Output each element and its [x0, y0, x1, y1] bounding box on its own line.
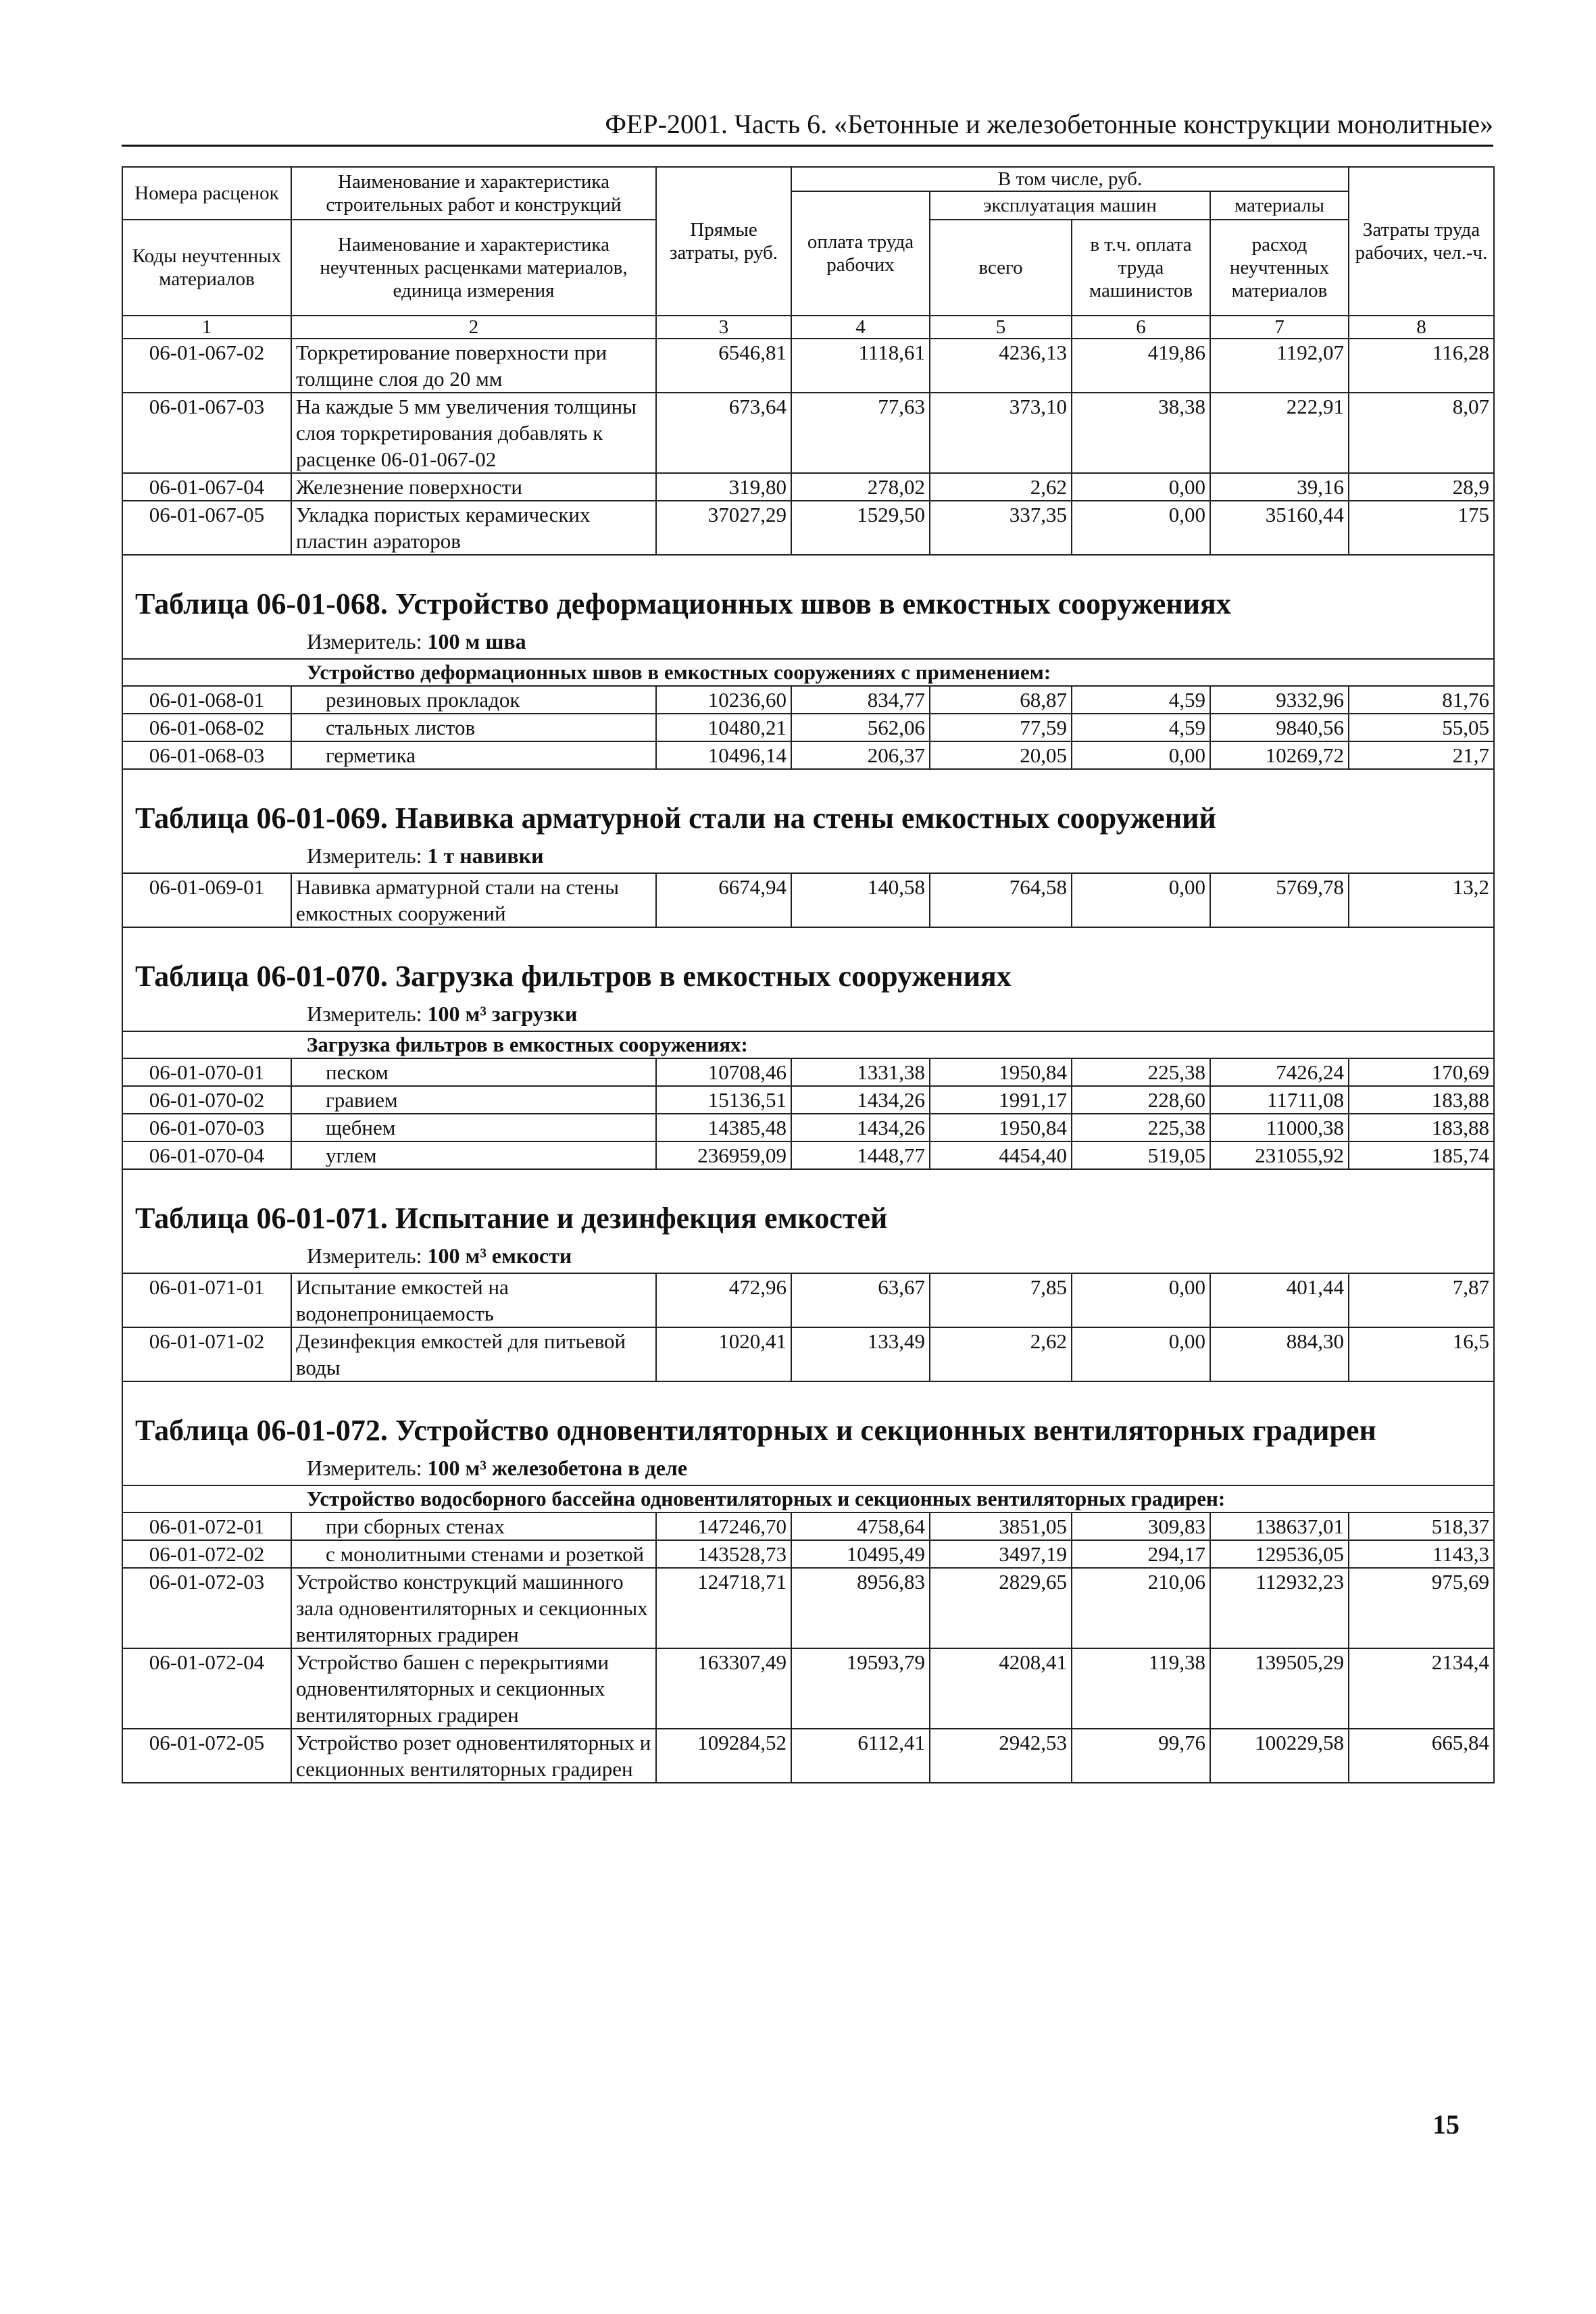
rate-code: 06-01-067-03	[122, 393, 291, 473]
rate-name: щебнем	[291, 1114, 656, 1141]
rates-table	[122, 166, 1495, 1783]
section-spacer	[122, 769, 1494, 790]
wages-value: 77,63	[791, 393, 930, 473]
table-row	[122, 1086, 1494, 1114]
table-row	[122, 1568, 1494, 1648]
header-in-total: В том числе, руб.	[791, 167, 1349, 191]
wages-value: 562,06	[791, 714, 930, 741]
rate-name: Укладка пористых керамических пластин аэраторов	[291, 501, 656, 555]
section-title-row	[122, 1402, 1494, 1454]
machine-operators-wages-value: 225,38	[1072, 1058, 1210, 1086]
page-number: 15	[1432, 2109, 1460, 2140]
column-number: 4	[791, 316, 930, 339]
materials-value: 138637,01	[1210, 1512, 1349, 1540]
direct-costs-value: 143528,73	[656, 1540, 791, 1568]
labor-costs-value: 16,5	[1349, 1327, 1494, 1381]
materials-value: 884,30	[1210, 1327, 1349, 1381]
rate-name: Дезинфекция емкостей для питьевой воды	[291, 1327, 656, 1381]
wages-value: 278,02	[791, 473, 930, 501]
machines-total-value: 20,05	[930, 741, 1072, 769]
direct-costs-value: 236959,09	[656, 1141, 791, 1169]
machine-operators-wages-value: 228,60	[1072, 1086, 1210, 1114]
group-heading: Загрузка фильтров в емкостных сооружениях:	[122, 1031, 1494, 1058]
table-row	[122, 1540, 1494, 1568]
section-meter	[122, 1000, 1494, 1031]
table-row	[122, 393, 1494, 473]
group-heading-row	[122, 1031, 1494, 1058]
section-title-row	[122, 948, 1494, 1000]
table-body	[122, 316, 1494, 1783]
materials-value: 11711,08	[1210, 1086, 1349, 1114]
section-meter	[122, 1454, 1494, 1485]
machine-operators-wages-value: 119,38	[1072, 1648, 1210, 1729]
column-number: 7	[1210, 316, 1349, 339]
meter-label: Измеритель:	[307, 843, 422, 868]
machine-operators-wages-value: 4,59	[1072, 686, 1210, 714]
machine-operators-wages-value: 0,00	[1072, 473, 1210, 501]
meter-value: 100 м шва	[427, 629, 526, 654]
machines-total-value: 373,10	[930, 393, 1072, 473]
table-row	[122, 473, 1494, 501]
section-title: Таблица 06-01-070. Загрузка фильтров в емкостных сооружениях	[122, 948, 1494, 1000]
rate-code: 06-01-072-02	[122, 1540, 291, 1568]
rate-name: Устройство розет одновентиляторных и секционных вентиляторных градирен	[291, 1729, 656, 1783]
section-title: Таблица 06-01-069. Навивка арматурной стали на стены емкостных сооружений	[122, 790, 1494, 841]
header-rule	[122, 145, 1493, 147]
rate-name: углем	[291, 1141, 656, 1169]
table-row	[122, 686, 1494, 714]
header-materials-sub: расход неучтенных материалов	[1210, 220, 1349, 316]
machine-operators-wages-value: 0,00	[1072, 741, 1210, 769]
machines-total-value: 7,85	[930, 1273, 1072, 1327]
rate-code: 06-01-070-04	[122, 1141, 291, 1169]
header-machines-wages: в т.ч. оплата труда машинистов	[1072, 220, 1210, 316]
labor-costs-value: 975,69	[1349, 1568, 1494, 1648]
wages-value: 1448,77	[791, 1141, 930, 1169]
rate-code: 06-01-067-05	[122, 501, 291, 555]
materials-value: 112932,23	[1210, 1568, 1349, 1648]
direct-costs-value: 37027,29	[656, 501, 791, 555]
header-labor: Затраты труда рабочих, чел.-ч.	[1349, 167, 1494, 316]
wages-value: 1434,26	[791, 1114, 930, 1141]
direct-costs-value: 109284,52	[656, 1729, 791, 1783]
column-number: 8	[1349, 316, 1494, 339]
group-heading: Устройство деформационных швов в емкостных сооружениях с применением:	[122, 659, 1494, 686]
wages-value: 4758,64	[791, 1512, 930, 1540]
wages-value: 63,67	[791, 1273, 930, 1327]
materials-value: 9840,56	[1210, 714, 1349, 741]
rate-code: 06-01-072-05	[122, 1729, 291, 1783]
rate-name: стальных листов	[291, 714, 656, 741]
wages-value: 206,37	[791, 741, 930, 769]
meter-label: Измеритель:	[307, 629, 422, 654]
rate-name: Железнение поверхности	[291, 473, 656, 501]
header-machines: эксплуатация машин	[930, 191, 1210, 220]
table-header	[122, 167, 1494, 316]
direct-costs-value: 472,96	[656, 1273, 791, 1327]
machine-operators-wages-value: 210,06	[1072, 1568, 1210, 1648]
section-title: Таблица 06-01-072. Устройство одновентиляторных и секционных вентиляторных градирен	[122, 1402, 1494, 1454]
rate-code: 06-01-068-03	[122, 741, 291, 769]
materials-value: 100229,58	[1210, 1729, 1349, 1783]
direct-costs-value: 6546,81	[656, 339, 791, 393]
rate-name: Устройство башен с перекрытиями одновентиляторных и секционных вентиляторных градирен	[291, 1648, 656, 1729]
rate-code: 06-01-071-01	[122, 1273, 291, 1327]
header-materials: материалы	[1210, 191, 1349, 220]
machine-operators-wages-value: 99,76	[1072, 1729, 1210, 1783]
section-title-row	[122, 790, 1494, 841]
table-row	[122, 1141, 1494, 1169]
materials-value: 9332,96	[1210, 686, 1349, 714]
header-col2-bottom: Наименование и характеристика неучтенных расценками материалов, единица измерения	[291, 220, 656, 316]
machine-operators-wages-value: 309,83	[1072, 1512, 1210, 1540]
direct-costs-value: 14385,48	[656, 1114, 791, 1141]
header-machines-total: всего	[930, 220, 1072, 316]
header-col1-bottom: Коды неучтенных материалов	[122, 220, 291, 316]
labor-costs-value: 185,74	[1349, 1141, 1494, 1169]
header-col2-top: Наименование и характеристика строительных работ и конструкций	[291, 167, 656, 220]
materials-value: 35160,44	[1210, 501, 1349, 555]
labor-costs-value: 665,84	[1349, 1729, 1494, 1783]
section-meter	[122, 841, 1494, 873]
section-meter-row	[122, 1000, 1494, 1031]
section-spacer	[122, 927, 1494, 948]
direct-costs-value: 319,80	[656, 473, 791, 501]
rate-name: Торкретирование поверхности при толщине слоя до 20 мм	[291, 339, 656, 393]
labor-costs-value: 21,7	[1349, 741, 1494, 769]
column-number: 6	[1072, 316, 1210, 339]
meter-value: 100 м³ загрузки	[427, 1002, 578, 1026]
section-title-row	[122, 576, 1494, 627]
materials-value: 222,91	[1210, 393, 1349, 473]
wages-value: 140,58	[791, 873, 930, 927]
section-title: Таблица 06-01-071. Испытание и дезинфекция емкостей	[122, 1190, 1494, 1241]
rate-name: песком	[291, 1058, 656, 1086]
rate-name: с монолитными стенами и розеткой	[291, 1540, 656, 1568]
wages-value: 10495,49	[791, 1540, 930, 1568]
rate-code: 06-01-068-02	[122, 714, 291, 741]
labor-costs-value: 7,87	[1349, 1273, 1494, 1327]
header-wages: оплата труда рабочих	[791, 191, 930, 316]
header-col1-top: Номера расценок	[122, 167, 291, 220]
labor-costs-value: 170,69	[1349, 1058, 1494, 1086]
labor-costs-value: 8,07	[1349, 393, 1494, 473]
table-row	[122, 1729, 1494, 1783]
section-meter-row	[122, 841, 1494, 873]
machines-total-value: 1950,84	[930, 1058, 1072, 1086]
direct-costs-value: 147246,70	[656, 1512, 791, 1540]
direct-costs-value: 10708,46	[656, 1058, 791, 1086]
wages-value: 19593,79	[791, 1648, 930, 1729]
rate-code: 06-01-070-02	[122, 1086, 291, 1114]
table-row	[122, 1512, 1494, 1540]
rate-name: герметика	[291, 741, 656, 769]
labor-costs-value: 2134,4	[1349, 1648, 1494, 1729]
machines-total-value: 4236,13	[930, 339, 1072, 393]
section-meter-row	[122, 627, 1494, 659]
rate-code: 06-01-072-04	[122, 1648, 291, 1729]
direct-costs-value: 673,64	[656, 393, 791, 473]
meter-label: Измеритель:	[307, 1456, 422, 1480]
materials-value: 5769,78	[1210, 873, 1349, 927]
rate-name: Устройство конструкций машинного зала одновентиляторных и секционных вентиляторных градирен	[291, 1568, 656, 1648]
meter-value: 1 т навивки	[427, 843, 544, 868]
direct-costs-value: 1020,41	[656, 1327, 791, 1381]
column-number: 2	[291, 316, 656, 339]
direct-costs-value: 10496,14	[656, 741, 791, 769]
section-spacer	[122, 1169, 1494, 1190]
section-title-row	[122, 1190, 1494, 1241]
machine-operators-wages-value: 294,17	[1072, 1540, 1210, 1568]
section-title: Таблица 06-01-068. Устройство деформационных швов в емкостных сооружениях	[122, 576, 1494, 627]
machine-operators-wages-value: 4,59	[1072, 714, 1210, 741]
section-meter-row	[122, 1454, 1494, 1485]
labor-costs-value: 81,76	[1349, 686, 1494, 714]
wages-value: 8956,83	[791, 1568, 930, 1648]
wages-value: 1434,26	[791, 1086, 930, 1114]
labor-costs-value: 13,2	[1349, 873, 1494, 927]
rate-code: 06-01-070-03	[122, 1114, 291, 1141]
machines-total-value: 3851,05	[930, 1512, 1072, 1540]
table-row	[122, 714, 1494, 741]
materials-value: 7426,24	[1210, 1058, 1349, 1086]
materials-value: 39,16	[1210, 473, 1349, 501]
labor-costs-value: 1143,3	[1349, 1540, 1494, 1568]
machines-total-value: 1950,84	[930, 1114, 1072, 1141]
wages-value: 1118,61	[791, 339, 930, 393]
rate-name: при сборных стенах	[291, 1512, 656, 1540]
machine-operators-wages-value: 225,38	[1072, 1114, 1210, 1141]
wages-value: 1331,38	[791, 1058, 930, 1086]
section-spacer	[122, 1381, 1494, 1402]
machine-operators-wages-value: 419,86	[1072, 339, 1210, 393]
page-header: ФЕР-2001. Часть 6. «Бетонные и железобетонные конструкции монолитные»	[605, 109, 1493, 139]
wages-value: 834,77	[791, 686, 930, 714]
direct-costs-value: 6674,94	[656, 873, 791, 927]
machines-total-value: 3497,19	[930, 1540, 1072, 1568]
rate-code: 06-01-071-02	[122, 1327, 291, 1381]
wages-value: 1529,50	[791, 501, 930, 555]
rate-code: 06-01-072-01	[122, 1512, 291, 1540]
labor-costs-value: 28,9	[1349, 473, 1494, 501]
machine-operators-wages-value: 0,00	[1072, 1327, 1210, 1381]
meter-value: 100 м³ емкости	[427, 1244, 572, 1268]
rate-code: 06-01-068-01	[122, 686, 291, 714]
machines-total-value: 68,87	[930, 686, 1072, 714]
machines-total-value: 4208,41	[930, 1648, 1072, 1729]
table-row	[122, 1058, 1494, 1086]
rate-name: резиновых прокладок	[291, 686, 656, 714]
machine-operators-wages-value: 519,05	[1072, 1141, 1210, 1169]
rate-name: На каждые 5 мм увеличения толщины слоя торкретирования добавлять к расценке 06-01-067-02	[291, 393, 656, 473]
materials-value: 401,44	[1210, 1273, 1349, 1327]
meter-label: Измеритель:	[307, 1002, 422, 1026]
rate-code: 06-01-070-01	[122, 1058, 291, 1086]
materials-value: 1192,07	[1210, 339, 1349, 393]
machines-total-value: 2942,53	[930, 1729, 1072, 1783]
table-row	[122, 1648, 1494, 1729]
section-spacer	[122, 555, 1494, 576]
table-row	[122, 1273, 1494, 1327]
machines-total-value: 77,59	[930, 714, 1072, 741]
machine-operators-wages-value: 0,00	[1072, 1273, 1210, 1327]
column-number: 5	[930, 316, 1072, 339]
direct-costs-value: 10480,21	[656, 714, 791, 741]
rate-code: 06-01-067-02	[122, 339, 291, 393]
machine-operators-wages-value: 0,00	[1072, 873, 1210, 927]
machines-total-value: 2,62	[930, 473, 1072, 501]
labor-costs-value: 183,88	[1349, 1086, 1494, 1114]
labor-costs-value: 55,05	[1349, 714, 1494, 741]
meter-label: Измеритель:	[307, 1244, 422, 1268]
direct-costs-value: 124718,71	[656, 1568, 791, 1648]
table-row	[122, 501, 1494, 555]
labor-costs-value: 183,88	[1349, 1114, 1494, 1141]
machine-operators-wages-value: 38,38	[1072, 393, 1210, 473]
direct-costs-value: 163307,49	[656, 1648, 791, 1729]
labor-costs-value: 116,28	[1349, 339, 1494, 393]
direct-costs-value: 15136,51	[656, 1086, 791, 1114]
materials-value: 11000,38	[1210, 1114, 1349, 1141]
section-meter	[122, 627, 1494, 659]
document-body	[122, 166, 1493, 1783]
rate-code: 06-01-067-04	[122, 473, 291, 501]
machines-total-value: 2829,65	[930, 1568, 1072, 1648]
header-direct-costs: Прямые затраты, руб.	[656, 167, 791, 316]
machines-total-value: 1991,17	[930, 1086, 1072, 1114]
wages-value: 6112,41	[791, 1729, 930, 1783]
table-row	[122, 741, 1494, 769]
machines-total-value: 4454,40	[930, 1141, 1072, 1169]
section-meter-row	[122, 1241, 1494, 1273]
table-row	[122, 339, 1494, 393]
materials-value: 10269,72	[1210, 741, 1349, 769]
machines-total-value: 2,62	[930, 1327, 1072, 1381]
group-heading-row	[122, 659, 1494, 686]
materials-value: 231055,92	[1210, 1141, 1349, 1169]
materials-value: 129536,05	[1210, 1540, 1349, 1568]
rate-name: Навивка арматурной стали на стены емкостных сооружений	[291, 873, 656, 927]
column-number: 1	[122, 316, 291, 339]
labor-costs-value: 518,37	[1349, 1512, 1494, 1540]
labor-costs-value: 175	[1349, 501, 1494, 555]
meter-value: 100 м³ железобетона в деле	[427, 1456, 688, 1480]
wages-value: 133,49	[791, 1327, 930, 1381]
machines-total-value: 337,35	[930, 501, 1072, 555]
rate-code: 06-01-069-01	[122, 873, 291, 927]
rate-name: Испытание емкостей на водонепроницаемость	[291, 1273, 656, 1327]
machine-operators-wages-value: 0,00	[1072, 501, 1210, 555]
machines-total-value: 764,58	[930, 873, 1072, 927]
section-meter	[122, 1241, 1494, 1273]
group-heading-row	[122, 1485, 1494, 1512]
table-row	[122, 1114, 1494, 1141]
group-heading: Устройство водосборного бассейна одновентиляторных и секционных вентиляторных градирен:	[122, 1485, 1494, 1512]
table-row	[122, 873, 1494, 927]
direct-costs-value: 10236,60	[656, 686, 791, 714]
table-row	[122, 1327, 1494, 1381]
materials-value: 139505,29	[1210, 1648, 1349, 1729]
column-number: 3	[656, 316, 791, 339]
rate-code: 06-01-072-03	[122, 1568, 291, 1648]
column-numbers-row	[122, 316, 1494, 339]
rate-name: гравием	[291, 1086, 656, 1114]
